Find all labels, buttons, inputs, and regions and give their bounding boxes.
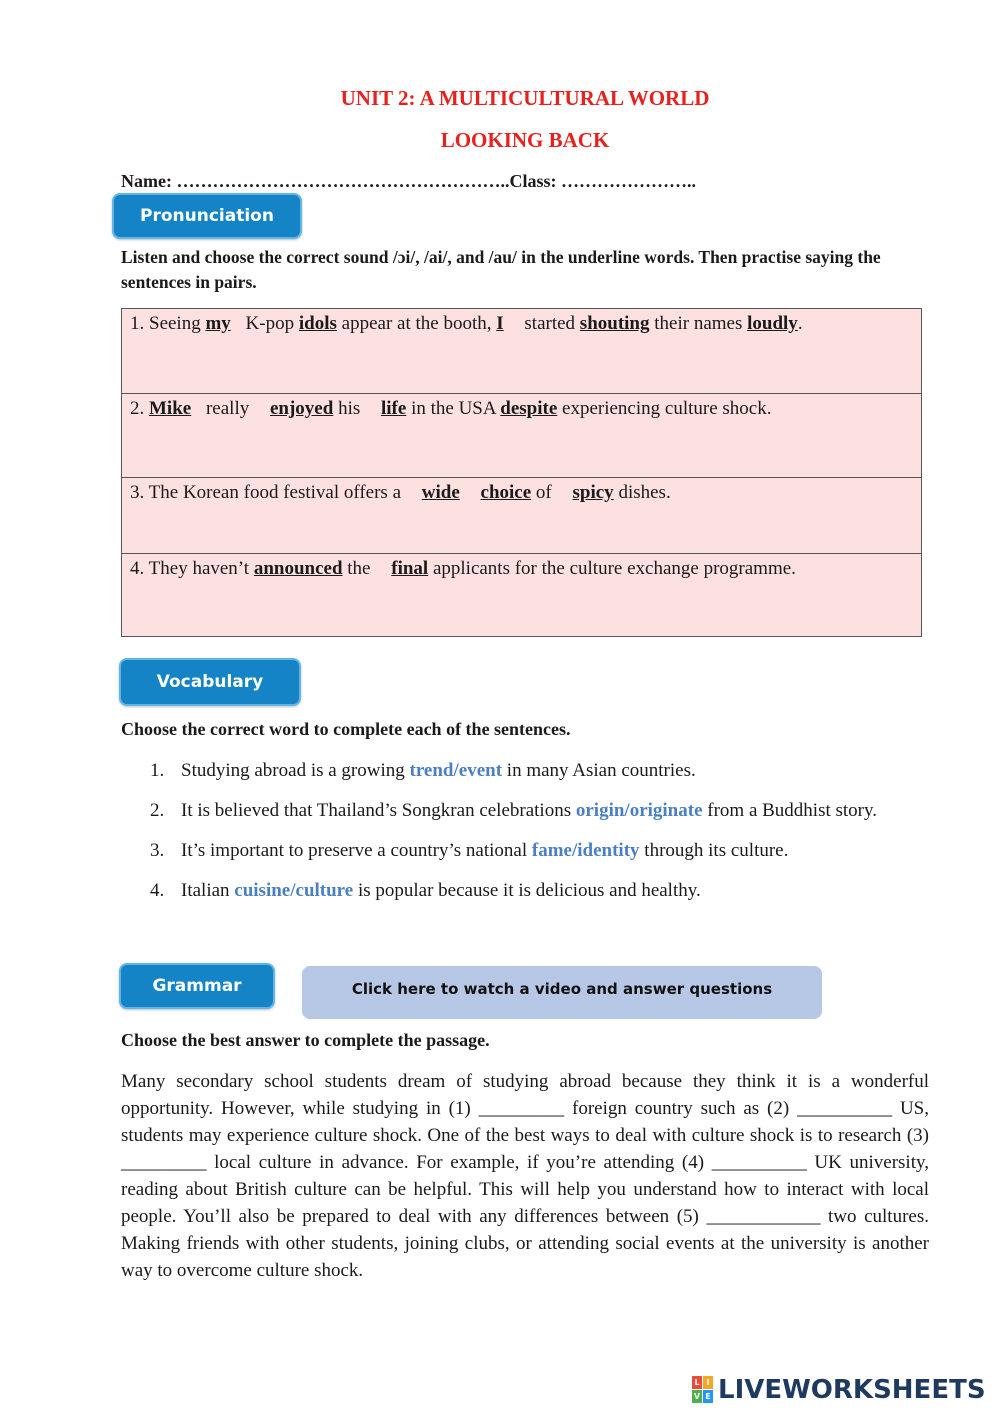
page-title: UNIT 2: A MULTICULTURAL WORLD [340,86,710,110]
word-choice[interactable]: origin/originate [575,800,703,821]
grammar-passage: Many secondary school students dream of studying abroad because they think it is a wonderful opportunity. However, while studying in (1) _________ foreign country such as (2) __________ US, students may experience culture shock. One of the best ways to deal with culture shock is to research (3) _________ local culture in advance. For example, if you’re attending (4) __________ UK university, reading about British culture can be helpful. This will help you understand how to interact with local people. You’ll also be prepared to deal with any differences between (5) ____________ two cultures. Making friends with other students, joining clubs, or attending social events at the university is another way to overcome culture shock. [121,1071,929,1281]
underlined-word[interactable]: choice [480,482,532,503]
list-item [150,757,930,784]
grammar-instruction: Choose the best answer to complete the passage. [121,1030,490,1050]
row-text: appear at the booth, [336,313,497,334]
watch-video-button[interactable]: Click here to watch a video and answer questions [302,966,822,1019]
underlined-word[interactable]: spicy [572,482,614,503]
underlined-word[interactable]: wide [421,482,460,503]
underlined-word[interactable]: loudly [747,313,798,334]
underlined-word[interactable]: enjoyed [269,398,334,419]
item-text: Studying abroad is a growing [181,760,410,781]
row-text: 2. [130,398,149,419]
item-number: 3. [150,840,165,861]
word-choice[interactable]: fame/identity [531,840,640,861]
item-text: from a Buddhist story. [702,800,878,821]
item-text: is popular because it is delicious and healthy. [353,880,701,901]
logo-mark-letter: V [693,1392,701,1401]
word-choice[interactable]: trend/event [409,760,503,781]
pronunciation-row [122,394,921,478]
list-item [150,837,930,864]
underlined-word[interactable]: my [205,313,231,334]
item-text: through its culture. [639,840,789,861]
vocabulary-list [150,757,930,917]
vocabulary-instruction: Choose the correct word to complete each of the sentences. [121,719,571,739]
item-text: Italian [181,880,235,901]
pronunciation-instruction: Listen and choose the correct sound /ɔi/, /ai/, and /au/ in the underline words. Then practise saying the sentences in pairs. [121,247,881,292]
row-text: K-pop [240,313,299,334]
grammar-section-label: Grammar [119,963,275,1009]
row-text: 4. They haven’t [130,558,254,579]
item-text: It’s important to preserve a country’s national [181,840,532,861]
logo-mark-letter: E [703,1390,713,1403]
row-text: . [797,313,803,334]
logo-mark-letter: I [703,1376,713,1389]
row-text: 1. Seeing [130,313,206,334]
page-subtitle: LOOKING BACK [440,128,610,152]
logo-mark-icon [692,1376,714,1404]
row-text: his [333,398,365,419]
list-item [150,877,930,904]
item-number: 1. [150,760,165,781]
pronunciation-table [121,308,922,637]
liveworksheets-logo [692,1372,986,1408]
row-text: experiencing culture shock. [557,398,772,419]
underlined-word[interactable]: final [391,558,429,579]
underlined-word[interactable]: announced [253,558,343,579]
row-text: really [201,398,254,419]
pronunciation-section-label: Pronunciation [112,193,302,239]
row-text: dishes. [613,482,671,503]
row-text: their names [649,313,748,334]
row-text [460,482,465,503]
word-choice[interactable]: cuisine/culture [234,880,354,901]
row-text: in the USA [406,398,501,419]
name-class-line: Name: ………………………………………………..Class: ………………….. [121,171,696,191]
row-text: 3. The Korean food festival offers a [130,482,406,503]
underlined-word[interactable]: shouting [579,313,650,334]
pronunciation-row [122,309,921,394]
pronunciation-row [122,478,921,554]
row-text: started [519,313,580,334]
row-text: of [531,482,557,503]
underlined-word[interactable]: idols [298,313,337,334]
vocabulary-section-label: Vocabulary [119,658,301,706]
underlined-word[interactable]: life [381,398,407,419]
underlined-word[interactable]: despite [500,398,558,419]
row-text: applicants for the culture exchange programme. [428,558,796,579]
row-text: the [342,558,376,579]
list-item [150,797,930,824]
item-text: in many Asian countries. [502,760,696,781]
underlined-word[interactable]: Mike [149,398,192,419]
item-number: 4. [150,880,165,901]
item-text: It is believed that Thailand’s Songkran celebrations [181,800,576,821]
item-number: 2. [150,800,165,821]
pronunciation-row [122,554,921,636]
underlined-word[interactable]: I [496,313,504,334]
logo-text: LIVEWORKSHEETS [718,1375,986,1405]
logo-mark-letter: L [692,1376,702,1389]
